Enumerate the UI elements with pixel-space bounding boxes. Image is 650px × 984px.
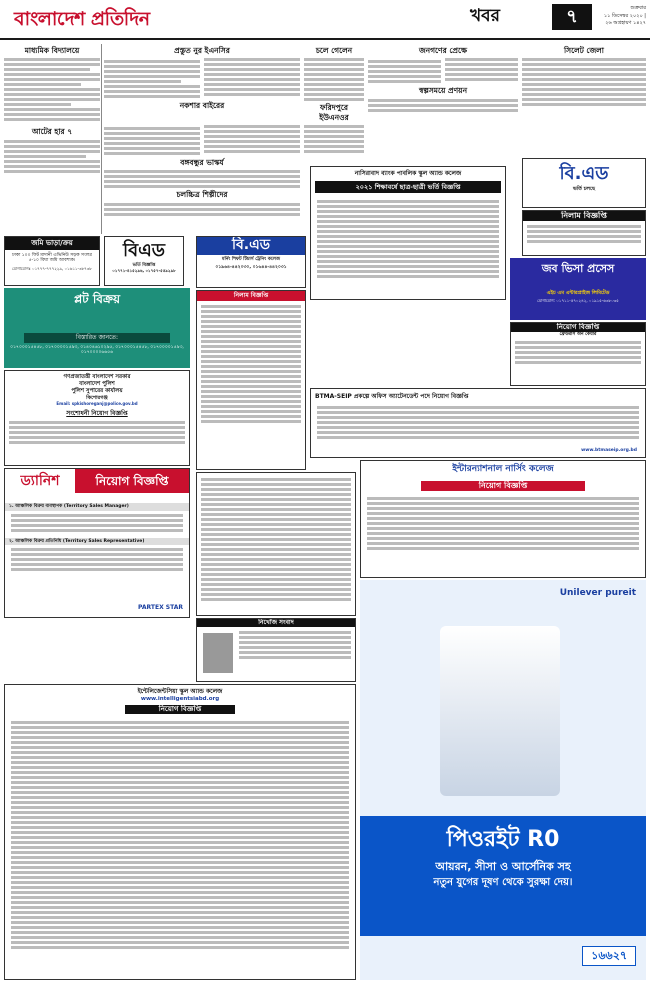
article-column-1 — [4, 44, 100, 184]
tender-notice: নিলাম বিজ্ঞপ্তি — [196, 290, 306, 470]
article-column-5 — [522, 44, 646, 154]
article-headline: ফরিদপুরে ইউএনওর — [319, 103, 349, 122]
article-column-4 — [368, 44, 518, 154]
nasirabad-admission: নাসিরাবাদ ব্যাংক পাবলিক স্কুল অ্যান্ড কলেজ ২০২১ শিক্ষাবর্ষে ছাত্র-ছাত্রী ভর্তি বিজ্ঞপ্তি — [310, 166, 506, 300]
pureit-logo: Unilever pureit — [559, 588, 636, 598]
bed-ad-2: বি.এড মর্নিং শিফট টিচার্স ট্রেনিং কলেজ ০১৯৬৪-৪৪২০৩০, ০১৬৪৪-৪৪২০৩১ — [196, 236, 306, 288]
article-headline: বঙ্গবন্ধুর ভাস্কর্য — [180, 158, 224, 167]
article-column-3 — [304, 44, 364, 164]
article-headline: চলে গেলেন — [315, 46, 353, 55]
issue-date: শুক্রবার ১১ ডিসেম্বর ২০২০ | ২৬ অগ্রহায়ণ ১৪২৭ — [603, 5, 646, 26]
article-body — [4, 58, 100, 121]
intelligentsia-recruitment: ইন্টেলিজেন্টসিয়া স্কুল অ্যান্ড কলেজ www.intelligentsiabd.org নিয়োগ বিজ্ঞপ্তি — [4, 684, 356, 980]
bed-ad-3: বি.এড ভর্তি চলছে — [522, 158, 646, 208]
article-body — [4, 140, 100, 173]
nursing-college-notice: ইন্টারন্যাশনাল নার্সিং কলেজ নিয়োগ বিজ্ঞপ্তি — [360, 460, 646, 578]
article-headline: চলচ্চিত্র শিল্পীদের — [176, 190, 228, 200]
missing-person-photo — [203, 633, 233, 673]
article-headline: মাধ্যমিক বিদ্যালয়ে — [24, 46, 80, 55]
article-headline: প্রস্তুত নুর ইএনসির — [174, 46, 230, 55]
article-headline: জনগণের প্রেক্ষে — [418, 46, 468, 55]
school-recruitment — [196, 472, 356, 616]
pureit-ad: Unilever pureit পিওরইট R0 আয়রন, সীসা ও আর্সেনিক সহ নতুন যুগের দূষণ থেকে সুরক্ষা দেয়। ১৬৬২৭ — [360, 580, 646, 980]
job-visa-ad: জব ভিসা প্রসেস এইচ এম এন্টারপ্রাইজ লিমিটেড যোগাযোগ: ০১৭১১-৫৭০২৪২, ০১৯১৫-৬৩৮০৩৫ — [510, 258, 646, 320]
hotline-number: ১৬৬২৭ — [582, 946, 636, 966]
land-ad: জমি ভাড়া/ক্রয় ঢাকা ১০০ ফিট মাদানী এভিনিউ সড়ক সংলগ্ন ৫-১০ বিঘা জমি আবশ্যক। যোগাযোগঃ ০১৭৭৭-৭৭৭২২৯, ০১৬১১-৩৮৭৩৮ — [4, 236, 100, 286]
danish-logo: ড্যানিশ — [5, 469, 75, 493]
page-number: ৭ — [552, 4, 592, 30]
article-column-2b — [104, 125, 300, 235]
article-headline: সিলেট জেলা — [564, 46, 604, 55]
nilam-notice: নিলাম বিজ্ঞপ্তি — [522, 210, 646, 256]
article-headline: আটের হার ৭ — [31, 127, 73, 137]
page-header — [0, 0, 650, 40]
article-headline: স্বল্পসময়ে প্রণয়ন — [418, 86, 468, 96]
btma-notice: BTMA-SEIP প্রকল্পে অফিস অ্যাটেনডেন্ট পদে নিয়োগ বিজ্ঞপ্তি www.btmaseip.org.bd — [310, 388, 646, 458]
recruitment-notice-small: নিয়োগ বিজ্ঞপ্তি ফ্রেডরাস অন কেয়ার — [510, 322, 646, 386]
plot-ad: প্লট বিক্রয় বিস্তারিত জানতে: ০১৭০০০১৫৪৫৮, ০১৭০০০০১৫৯৩, ০১৪০৪৬১০২৯৫, ০১৭০০০১৫৪৫৮, ০১৭০০০০১৫৯৩, ০১৭০০০০৬৬৫৬ — [4, 288, 190, 368]
police-notice: গণপ্রজাতন্ত্রী বাংলাদেশ সরকার বাংলাদেশ পুলিশ পুলিশ সুপারের কার্যালয় কিশোরগঞ্জ Email: spkishoreganj@police.gov.bd সংশোধনী নিয়োগ বিজ্ঞপ্তি — [4, 370, 190, 466]
article-column-2 — [104, 44, 300, 124]
article-headline: নকশার বাইরের — [179, 101, 225, 111]
water-purifier-image — [440, 626, 560, 796]
bed-ad-1: বিএড ভর্তি বিজ্ঞপ্তি ০১৭৭১-৪১৫২৯৬, ০১৭৫৭-৫৫৯২৯৮ — [104, 236, 184, 286]
newspaper-logo: বাংলাদেশ প্রতিদিন — [14, 8, 150, 30]
section-title: খবর — [470, 6, 500, 26]
danish-recruitment: ড্যানিশ নিয়োগ বিজ্ঞপ্তি ১. আঞ্চলিক বিক্রয় ব্যবস্থাপক (Territory Sales Manager) ২. আঞ্চলিক বিক্রয় প্রতিনিধি (Territory Sales Representative) PARTEX STAR — [4, 468, 190, 618]
missing-person-notice: নিখোঁজ সংবাদ — [196, 618, 356, 682]
